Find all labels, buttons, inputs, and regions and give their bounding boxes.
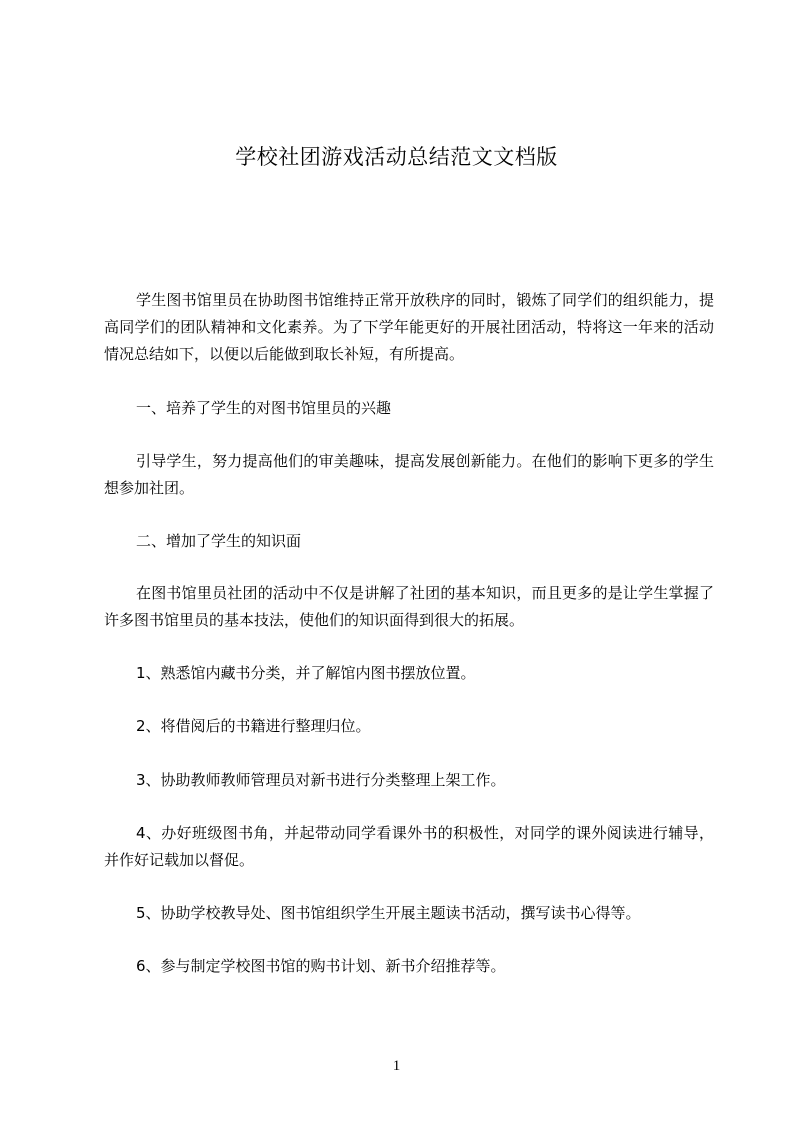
section-heading-knowledge: 二、增加了学生的知识面 [136,532,302,550]
list-item-4: 4、办好班级图书角，并起带动同学看课外书的积极性，对同学的课外阅读进行辅导，并作好记载加以督促。 [104,824,714,869]
section-heading-interest: 一、培养了学生的对图书馆里员的兴趣 [136,399,392,417]
list-item-5: 5、协助学校教导处、图书馆组织学生开展主题读书活动，撰写读书心得等。 [136,904,641,922]
list-item-2: 2、将借阅后的书籍进行整理归位。 [136,717,371,735]
list-item-1: 1、熟悉馆内藏书分类，并了解馆内图书摆放位置。 [136,664,476,682]
paragraph-intro: 学生图书馆里员在协助图书馆维持正常开放秩序的同时，锻炼了同学们的组织能力，提高同学们的团队精神和文化素养。为了下学年能更好的开展社团活动，特将这一年来的活动情况总结如下，以便以后能做到取长补短，有所提高。 [104,291,714,363]
paragraph-knowledge: 在图书馆里员社团的活动中不仅是讲解了社团的基本知识，而且更多的是让学生掌握了许多图书馆里员的基本技法，使他们的知识面得到很大的拓展。 [104,584,714,629]
document-title: 学校社团游戏活动总结范文文档版 [235,145,558,169]
list-item-6: 6、参与制定学校图书馆的购书计划、新书介绍推荐等。 [136,957,506,975]
page-number: 1 [392,1058,401,1074]
paragraph-interest: 引导学生，努力提高他们的审美趣味，提高发展创新能力。在他们的影响下更多的学生想参加社团。 [104,452,714,497]
list-item-3: 3、协助教师教师管理员对新书进行分类整理上架工作。 [136,771,506,789]
